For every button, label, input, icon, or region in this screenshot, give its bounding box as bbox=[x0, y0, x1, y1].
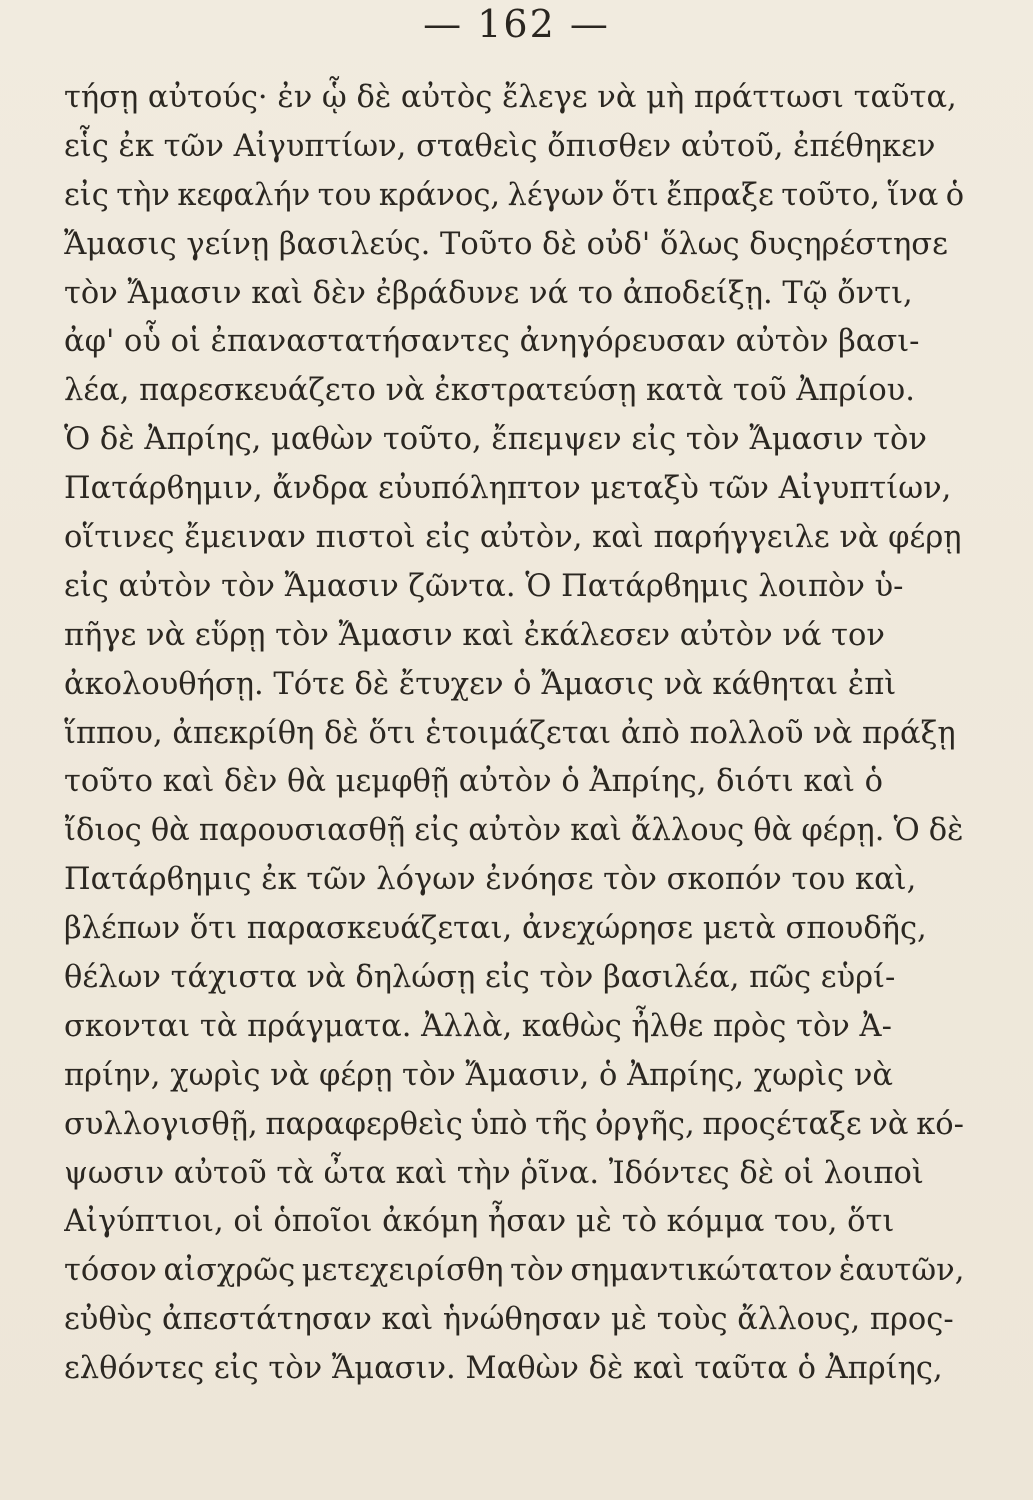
text-line: συλλογισθῇ, παραφερθεὶς ὑπὸ τῆς ὀργῆς, προςέταξε νὰ κό- bbox=[64, 1106, 964, 1142]
text-line: τοῦτο καὶ δὲν θὰ μεμφθῇ αὐτὸν ὁ Ἀπρίης, διότι καὶ ὁ bbox=[64, 764, 884, 800]
text-line: οἵτινες ἔμειναν πιστοὶ εἰς αὐτὸν, καὶ παρήγγειλε νὰ φέρῃ bbox=[64, 520, 962, 556]
text-line: ψωσιν αὐτοῦ τὰ ὦτα καὶ τὴν ῥῖνα. Ἰδόντες δὲ οἱ λοιποὶ bbox=[64, 1155, 924, 1191]
text-line: εἰς αὐτὸν τὸν Ἄμασιν ζῶντα. Ὁ Πατάρϐημις λοιπὸν ὑ- bbox=[64, 568, 904, 604]
text-line: Πατάρϐημις ἐκ τῶν λόγων ἐνόησε τὸν σκοπόν του καὶ, bbox=[64, 862, 917, 898]
text-line: βλέπων ὅτι παρασκευάζεται, ἀνεχώρησε μετὰ σπουδῆς, bbox=[64, 911, 927, 947]
text-line: τήσῃ αὐτούς· ἐν ᾧ δὲ αὐτὸς ἔλεγε νὰ μὴ πράττωσι ταῦτα, bbox=[64, 80, 957, 115]
text-line: εἰς τὴν κεφαλήν του κράνος, λέγων ὅτι ἔπραξε τοῦτο, ἵνα ὁ bbox=[64, 177, 964, 213]
text-line: πρίην, χωρὶς νὰ φέρῃ τὸν Ἄμασιν, ὁ Ἀπρίης, χωρὶς νὰ bbox=[64, 1057, 893, 1093]
text-line: ἵππου, ἀπεκρίθη δὲ ὅτι ἑτοιμάζεται ἀπὸ πολλοῦ νὰ πράξῃ bbox=[64, 715, 956, 751]
text-line: εἷς ἐκ τῶν Αἰγυπτίων, σταθεὶς ὄπισθεν αὐτοῦ, ἐπέθηκεν bbox=[64, 128, 936, 164]
text-line: Ἄμασις γείνῃ βασιλεύς. Τοῦτο δὲ οὐδ' ὅλως δυςηρέστησε bbox=[64, 226, 948, 262]
text-line: ελθόντες εἰς τὸν Ἄμασιν. Μαθὼν δὲ καὶ ταῦτα ὁ Ἀπρίης, bbox=[64, 1351, 943, 1387]
text-line: ἀφ' οὗ οἱ ἐπαναστατήσαντες ἀνηγόρευσαν αὐτὸν βασι- bbox=[64, 324, 920, 360]
text-line: τόσον αἰσχρῶς μετεχειρίσθη τὸν σημαντικώτατον ἑαυτῶν, bbox=[64, 1253, 964, 1289]
text-line: θέλων τάχιστα νὰ δηλώσῃ εἰς τὸν βασιλέα, πῶς εὑρί- bbox=[64, 960, 896, 996]
text-line: εὐθὺς ἀπεστάτησαν καὶ ἡνώθησαν μὲ τοὺς ἄλλους, προς- bbox=[64, 1302, 954, 1338]
text-line: σκονται τὰ πράγματα. Ἀλλὰ, καθὼς ἦλθε πρὸς τὸν Ἀ- bbox=[64, 1008, 892, 1044]
text-line: τὸν Ἄμασιν καὶ δὲν ἐβράδυνε νά το ἀποδείξῃ. Τῷ ὄντι, bbox=[64, 275, 913, 311]
text-line: λέα, παρεσκευάζετο νὰ ἐκστρατεύσῃ κατὰ τοῦ Ἀπρίου. bbox=[64, 373, 915, 409]
text-line: πῆγε νὰ εὕρῃ τὸν Ἄμασιν καὶ ἐκάλεσεν αὐτὸν νά τον bbox=[64, 617, 885, 653]
text-line: Πατάρϐημιν, ἄνδρα εὐυπόληπτον μεταξὺ τῶν Αἰγυπτίων, bbox=[64, 471, 952, 507]
page-number-header: — 162 — bbox=[423, 2, 610, 46]
text-line: ἴδιος θὰ παρουσιασθῇ εἰς αὐτὸν καὶ ἄλλους θὰ φέρῃ. Ὁ δὲ bbox=[64, 813, 964, 849]
text-line: ἀκολουθήσῃ. Τότε δὲ ἔτυχεν ὁ Ἄμασις νὰ κάθηται ἐπὶ bbox=[64, 666, 897, 702]
text-line: Αἰγύπτιοι, οἱ ὁποῖοι ἀκόμη ἦσαν μὲ τὸ κόμμα του, ὅτι bbox=[64, 1204, 895, 1240]
body-text bbox=[64, 74, 964, 1394]
text-line: Ὁ δὲ Ἀπρίης, μαθὼν τοῦτο, ἔπεμψεν εἰς τὸν Ἄμασιν τὸν bbox=[64, 422, 927, 458]
